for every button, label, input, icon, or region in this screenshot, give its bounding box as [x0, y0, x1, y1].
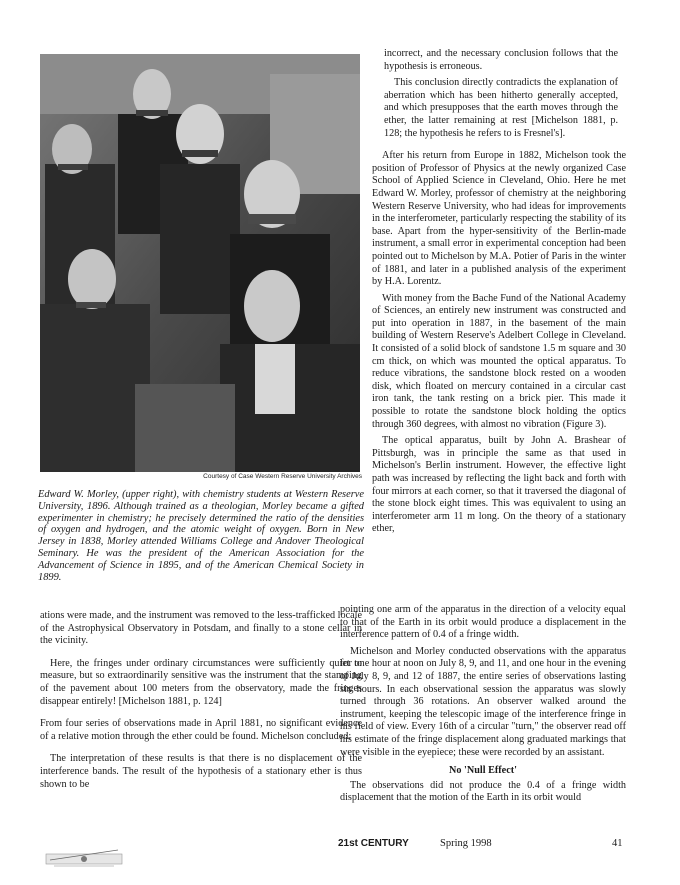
magazine-name: 21st CENTURY — [338, 838, 409, 849]
paragraph: From four series of observations made in April 1881, no significant evidence of a relative motion through the ether could be found. Michelson concluded: — [40, 718, 362, 742]
issue-date: Spring 1998 — [440, 838, 492, 849]
block-quote: incorrect, and the necessary conclusion follows that the hypothesis is erroneous. — [384, 48, 618, 72]
paragraph: With money from the Bache Fund of the National Academy of Sciences, an entirely new instrument was constructed and put into operation in 1887, in the basement of the main building of Western Reserve's Adelbert College in Cleveland. It consisted of a solid block of sandstone 1.5 m square and 30 cm thick, on which was mounted the optical apparatus. To reduce vibrations, the sandstone block rested on a wooden disk, which floated on mercury contained in a circular cast iron tank, the tank resting on a brick pier. This made it possible to rotate the sandstone block holding the optics through 360 degrees, with almost no vibration (Figure 3). — [372, 292, 626, 430]
block-quote: The interpretation of these results is that there is no displacement of the interference bands. The result of the hypothesis of a stationary ether is thus shown to be — [40, 753, 362, 790]
paragraph: pointing one arm of the apparatus in the direction of a velocity equal to that of the Earth in its orbit would produce a displacement in the interference pattern of 0.4 of a fringe width. — [340, 604, 626, 641]
right-column — [372, 48, 626, 540]
paragraph: After his return from Europe in 1882, Michelson took the position of Professor of Physics at the newly organized Case School of Applied Science in Cleveland, Ohio. Here he met Edward W. Morley, professor of chemistry at the neighboring Western Reserve University, who had ideas for improvements in the interferometer, particularly respecting the stability of its base. Apart from the hyper-sensitivity of the Berlin-made instrument, a small error in experimental conception had been pointed out to Michelson by M.A. Potier of Paris in the winter of 1881, and later in a published analysis of the experiment by H.A. Lorentz. — [372, 150, 626, 288]
historical-photograph — [40, 54, 360, 472]
block-quote: This conclusion directly contradicts the explanation of aberration which has been hitherto generally accepted, and which presupposes that the earth moves through the ether, the latter remaining at rest [Michelson 1881, p. 128; the hypothesis he refers to is Fresnel's]. — [384, 77, 618, 139]
block-quote: Here, the fringes under ordinary circumstances were sufficiently quiet to measure, but so extraordinarily sensitive was the instrument that the stamping of the pavement about 100 meters from the observatory, made the fringes disappear entirely! [Michelson 1881, p. 124] — [40, 657, 362, 707]
section-heading: No 'Null Effect' — [449, 765, 517, 777]
right-column-lower — [340, 604, 626, 809]
page-number: 41 — [612, 838, 623, 849]
photo-caption: Edward W. Morley, (upper right), with chemistry students at Western Reserve University, 1896. Although trained as a theologian, Morley became a gifted experimenter in chemistry; he precisely determined the ratio of the densities of oxygen and hydrogen, and the atomic weight of oxygen. Born in New Jersey in 1838, Morley attended Williams College and Andover Theological Seminary. He was the president of the American Association for the Advancement of Science in 1895, and of the American Chemical Society in 1899. — [38, 489, 364, 583]
paragraph: Michelson and Morley conducted observations with the apparatus for one hour at noon on July 8, 9, and 11, and one hour in the evening of July 8, 9, and 12 of 1887, the entire series of observations lasting six hours. In each observational session the apparatus was slowly turned through 36 rotations. An observer walked around the instrument, keeping the telescopic image of the interference fringe in his field of view. Every 16th of a circular "turn," the observer read off his estimate of the fringe displacement along graduated markings that were visible in the eyepiece; these were recorded by an assistant. — [340, 645, 626, 758]
interferometer-illustration — [44, 844, 124, 872]
photo-illustration — [40, 54, 360, 472]
paragraph: The optical apparatus, built by John A. Brashear of Pittsburgh, was in principle the same as that used in Michelson's Berlin instrument. However, the effective light path was increased by reflecting the light back and forth with four mirrors at each corner, so that it traversed the diagonal of the stone block eight times. This was equivalent to using an interferometer arm 11 m long. On the theory of a stationary ether, — [372, 435, 626, 535]
paragraph: ations were made, and the instrument was removed to the less-trafficked locale of the Astrophysical Observatory in Potsdam, and finally to a stone cellar in the vicinity. — [40, 610, 362, 647]
photo-credit: Courtesy of Case Western Reserve University Archives — [203, 473, 362, 480]
left-column — [40, 610, 362, 795]
paragraph: The observations did not produce the 0.4 of a fringe width displacement that the motion of the Earth in its orbit would — [340, 779, 626, 804]
